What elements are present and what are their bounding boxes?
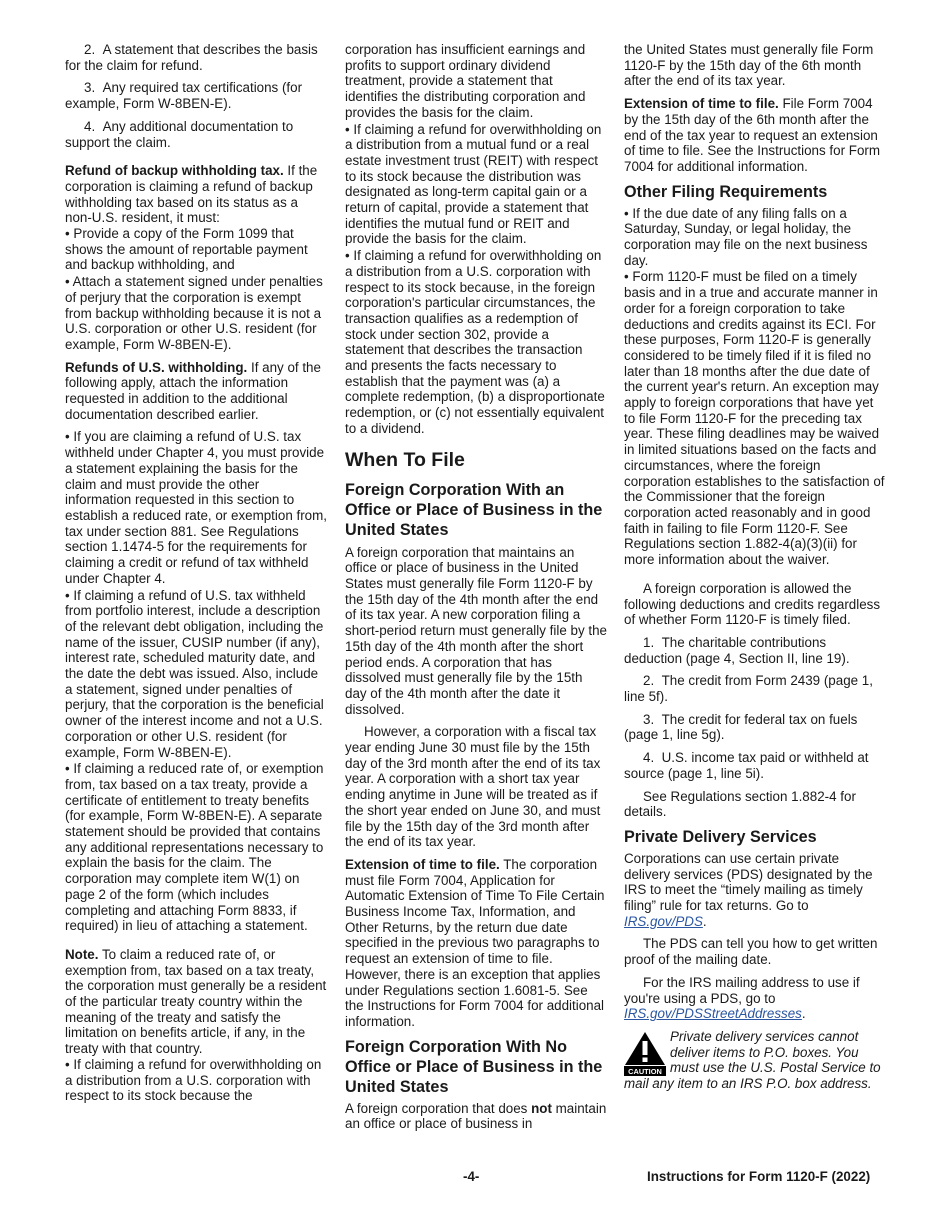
run-in-heading: Refund of backup withholding tax. — [65, 163, 284, 179]
list-item: 2. A statement that describes the basis for the claim for refund. — [65, 42, 318, 73]
paragraph: For the IRS mailing address to use if you're using a PDS, go to IRS.gov/PDSStreetAddresses. — [624, 974, 860, 1022]
paragraph: However, a corporation with a fiscal tax year ending June 30 must file by the 15th day of the 3rd month after the end of its tax year. A corporation with a short tax year ending anytime in June will be treated as if the short year ended on June 30, and must file by the 15th day of the 3rd month after the end of its tax year. — [345, 724, 601, 850]
bullet-item: • Attach a statement signed under penalties of perjury that the corporation is exempt from backup withholding because it is not a U.S. corporation or other U.S. resident (for example, Form W-8BEN-E). — [65, 274, 323, 352]
paragraph: corporation has insufficient earnings and profits to support ordinary dividend treatment, provide a statement that identifies the distributing corporation and provides the basis for the claim. — [345, 42, 586, 120]
list-item: 4. U.S. income tax paid or withheld at source (page 1, line 5i). — [624, 750, 869, 781]
bullet-item: • If claiming a reduced rate of, or exemption from, tax based on a tax treaty, provide a certificate of entitlement to treaty benefits (for example, Form W-8BEN-E). A separate statement should be provided that contains any additional representations necessary to explain the basis for the claim. The corporation may complete item W(1) on page 2 of the form (which includes completing and attaching Form 8833, if required) in lieu of attaching a statement. — [65, 761, 324, 934]
subsection-heading: Other Filing Requirements — [624, 182, 828, 201]
paragraph: See Regulations section 1.882-4 for details. — [624, 788, 856, 820]
list-item: 2. The credit from Form 2439 (page 1, line 5f). — [624, 673, 873, 705]
caution-text: Private delivery services cannot deliver items to P.O. boxes. You must use the U.S. Postal Service to mail any item to an IRS P.O. box address. — [624, 1028, 881, 1092]
pds-link[interactable]: IRS.gov/PDS — [624, 913, 703, 929]
bullet-item: • Form 1120-F must be filed on a timely basis and in a true and accurate manner in order for a foreign corporation to take deductions and credits against its ECI. For these purposes, Form 1120-F is generally considered to be timely filed if it is filed no later than 18 months after the due date of the current year's return. An exception may apply to foreign corporations that have yet to file Form 1120-F for the preceding tax year. These filing deadlines may be waived in limited situations based on the facts and circumstances, where the foreign corporation establishes to the satisfaction of the Commissioner that the foreign corporation acted reasonably and in good faith in failing to file Form 1120-F. See Regulations section 1.882-4(a)(3)(ii) for more information about the waiver. — [624, 269, 885, 568]
column-left — [65, 42, 327, 1104]
caution-note — [624, 1029, 886, 1092]
note-paragraph: Note. To claim a reduced rate of, or exemption from, tax based on a tax treaty, the corporation must generally be a resident of the particular treaty country within the meaning of the treaty and satisfy the limitation on benefits article, if any, in the treaty with that country. — [65, 946, 327, 1057]
subsection-heading: Foreign Corporation With No Office or Place of Business in the United States — [345, 1037, 603, 1096]
list-item: 3. The credit for federal tax on fuels (page 1, line 5g). — [624, 711, 858, 743]
extension-paragraph: Extension of time to file. File Form 7004 by the 15th day of the 6th month after the end of the tax year to request an extension of time to file. See the Instructions for Form 7004 for additional information. — [624, 96, 881, 174]
us-withholding-paragraph: Refunds of U.S. withholding. If any of the following apply, attach the information requested in addition to the additional documentation described earlier. — [65, 359, 321, 422]
column-middle — [345, 42, 607, 1132]
paragraph: Corporations can use certain private delivery services (PDS) designated by the IRS to meet the “timely mailing as timely filing” rule for tax returns. Go to IRS.gov/PDS. — [624, 850, 873, 929]
run-in-heading: Note. — [65, 946, 99, 962]
subsection-heading: Private Delivery Services — [624, 827, 817, 846]
pds-street-addresses-link[interactable]: IRS.gov/PDSStreetAddresses — [624, 1006, 802, 1022]
bullet-item: • Provide a copy of the Form 1099 that shows the amount of reportable payment and backup withholding, and — [65, 226, 308, 273]
paragraph: A foreign corporation is allowed the following deductions and credits regardless of whether Form 1120-F is timely filed. — [624, 580, 881, 628]
list-item: 4. Any additional documentation to support the claim. — [65, 118, 294, 150]
caution-label: CAUTION — [628, 1066, 662, 1076]
run-in-heading: Extension of time to file. — [624, 96, 779, 112]
backup-withholding-paragraph: Refund of backup withholding tax. If the corporation is claiming a refund of backup withholding tax based on its status as a non-U.S. resident, it must: — [65, 163, 318, 226]
bullet-item: • If the due date of any filing falls on a Saturday, Sunday, or legal holiday, the corporation may file on the next business day. — [624, 205, 868, 268]
paragraph: the United States must generally file Form 1120-F by the 15th day of the 6th month after the end of its tax year. — [624, 42, 874, 89]
column-right — [624, 42, 886, 1092]
paragraph: The PDS can tell you how to get written proof of the mailing date. — [624, 936, 878, 968]
bullet-item: • If claiming a refund for overwithholding on a distribution from a U.S. corporation with respect to its stock because the — [65, 1056, 322, 1104]
bullet-item: • If claiming a refund for overwithholding on a distribution from a U.S. corporation with respect to its stock because, in the foreign corporation's particular circumstances, the transaction qualifies as a redemption of stock under section 302, provide a statement that describes the transaction and presents the facts necessary to establish that the payment was (a) a complete redemption, (b) a disproportionate redemption, or (c) not essentially equivalent to a dividend. — [345, 248, 605, 436]
list-item: 1. The charitable contributions deduction (page 4, Section II, line 19). — [624, 634, 850, 666]
page-number: -4- — [463, 1169, 480, 1184]
run-in-heading: Refunds of U.S. withholding. — [65, 359, 248, 375]
bullet-item: • If claiming a refund of U.S. tax withheld from portfolio interest, include a description of the relevant debt obligation, including the name of the issuer, CUSIP number (if any), interest rate, scheduled maturity date, and the date the debt was issued. Also, include a statement, signed under penalties of perjury, that the corporation is the beneficial owner of the interest income and not a U.S. corporation or other U.S. resident (for example, Form W-8BEN-E). — [65, 587, 324, 760]
form-reference: Instructions for Form 1120-F (2022) — [647, 1169, 871, 1184]
paragraph: A foreign corporation that does not maintain an office or place of business in — [345, 1100, 607, 1132]
run-in-heading: Extension of time to file. — [345, 856, 500, 872]
list-item: 3. Any required tax certifications (for example, Form W-8BEN-E). — [65, 80, 303, 112]
caution-icon — [624, 1031, 666, 1076]
paragraph: A foreign corporation that maintains an office or place of business in the United States must generally file Form 1120-F by the 15th day of the 4th month after the end of its tax year. A new corporation filing a short-period return must generally file by the 15th day of the 4th month after the short period ends. A corporation that has dissolved must generally file by the 15th day of the 4th month after the date it dissolved. — [345, 544, 607, 717]
bullet-item: • If claiming a refund for overwithholding on a distribution from a mutual fund or a real estate investment trust (REIT) with respect to its stock because the distribution was designated as long-term capital gain or a return of capital, provide a statement that identifies the mutual fund or REIT and provide the basis for the claim. — [345, 121, 602, 247]
section-heading: When To File — [345, 448, 465, 471]
bullet-item: • If you are claiming a refund of U.S. tax withheld under Chapter 4, you must provide a statement explaining the basis for the claim and must provide the other information requested in this section to establish a reduced rate, or exemption from, tax under section 881. See Regulations section 1.1474-5 for the requirements for claiming a credit or refund of tax withheld under Chapter 4. — [65, 429, 327, 586]
extension-paragraph: Extension of time to file. The corporation must file Form 7004, Application for Automatic Extension of Time To File Certain Business Income Tax, Information, and Other Returns, by the return due date specified in the previous two paragraphs to request an extension of time to file. However, there is an exception that applies under Regulations section 1.6081-5. See the Instructions for Form 7004 for additional information. — [345, 856, 605, 1029]
subsection-heading: Foreign Corporation With an Office or Place of Business in the United States — [345, 480, 603, 539]
